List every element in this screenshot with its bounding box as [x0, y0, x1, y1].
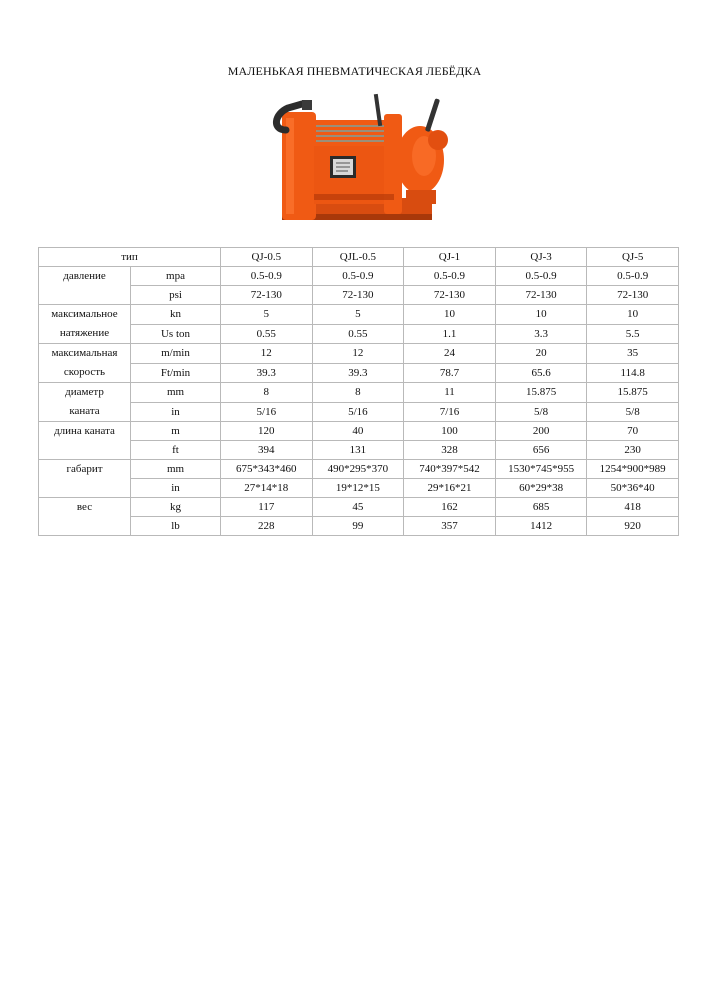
- table-row: [39, 324, 679, 344]
- value-cell: 0.55: [221, 324, 313, 344]
- value-cell: 72-130: [312, 286, 404, 305]
- value-cell: 1530*745*955: [495, 460, 587, 479]
- value-cell: 0.5-0.9: [221, 267, 313, 286]
- parameter-label-line: максимальное: [51, 308, 118, 320]
- value-cell: 120: [221, 422, 313, 441]
- value-cell: 0.5-0.9: [404, 267, 496, 286]
- value-cell: 40: [312, 422, 404, 441]
- value-cell: 8: [221, 383, 313, 403]
- value-cell: 131: [312, 441, 404, 460]
- value-cell: 8: [312, 383, 404, 403]
- value-cell: 357: [404, 517, 496, 536]
- value-cell: 5: [221, 305, 313, 325]
- value-cell: 35: [587, 344, 679, 364]
- parameter-label-cell: [39, 383, 131, 422]
- value-cell: 162: [404, 498, 496, 517]
- value-cell: 15.875: [587, 383, 679, 403]
- value-cell: 5/16: [221, 402, 313, 422]
- value-cell: 5/16: [312, 402, 404, 422]
- value-cell: 656: [495, 441, 587, 460]
- value-cell: 685: [495, 498, 587, 517]
- unit-cell: mm: [131, 383, 221, 403]
- value-cell: 5/8: [495, 402, 587, 422]
- unit-cell: lb: [131, 517, 221, 536]
- value-cell: 29*16*21: [404, 479, 496, 498]
- parameter-label-cell: [39, 267, 131, 305]
- table-row: [39, 441, 679, 460]
- value-cell: 394: [221, 441, 313, 460]
- table-row: [39, 267, 679, 286]
- value-cell: 65.6: [495, 363, 587, 383]
- value-cell: 78.7: [404, 363, 496, 383]
- table-row: [39, 305, 679, 325]
- value-cell: 1412: [495, 517, 587, 536]
- value-cell: 39.3: [312, 363, 404, 383]
- value-cell: 0.5-0.9: [495, 267, 587, 286]
- parameter-label-cell: [39, 305, 131, 344]
- unit-cell: psi: [131, 286, 221, 305]
- header-model-cell: QJL-0.5: [312, 248, 404, 267]
- unit-cell: m/min: [131, 344, 221, 364]
- parameter-label-cell: [39, 498, 131, 536]
- header-model-cell: QJ-3: [495, 248, 587, 267]
- unit-cell: in: [131, 479, 221, 498]
- value-cell: 19*12*15: [312, 479, 404, 498]
- value-cell: 1.1: [404, 324, 496, 344]
- value-cell: 99: [312, 517, 404, 536]
- table-row: [39, 363, 679, 383]
- page-title: МАЛЕНЬКАЯ ПНЕВМАТИЧЕСКАЯ ЛЕБЁДКА: [227, 64, 482, 78]
- unit-cell: kn: [131, 305, 221, 325]
- unit-cell: in: [131, 402, 221, 422]
- parameter-label-line: скорость: [63, 366, 106, 378]
- value-cell: 3.3: [495, 324, 587, 344]
- value-cell: 5.5: [587, 324, 679, 344]
- value-cell: 418: [587, 498, 679, 517]
- value-cell: 10: [404, 305, 496, 325]
- parameter-label-line: максимальная: [51, 347, 118, 359]
- value-cell: 10: [587, 305, 679, 325]
- value-cell: 490*295*370: [312, 460, 404, 479]
- unit-cell: m: [131, 422, 221, 441]
- value-cell: 20: [495, 344, 587, 364]
- value-cell: 0.5-0.9: [587, 267, 679, 286]
- parameter-label-cell: [39, 422, 131, 460]
- value-cell: 5: [312, 305, 404, 325]
- value-cell: 200: [495, 422, 587, 441]
- table-row: [39, 517, 679, 536]
- value-cell: 228: [221, 517, 313, 536]
- value-cell: 72-130: [587, 286, 679, 305]
- value-cell: 675*343*460: [221, 460, 313, 479]
- table-row: [39, 460, 679, 479]
- value-cell: 0.55: [312, 324, 404, 344]
- unit-cell: kg: [131, 498, 221, 517]
- value-cell: 920: [587, 517, 679, 536]
- table-row: [39, 286, 679, 305]
- table-row: [39, 344, 679, 364]
- value-cell: 5/8: [587, 402, 679, 422]
- unit-cell: Us ton: [131, 324, 221, 344]
- value-cell: 328: [404, 441, 496, 460]
- unit-cell: Ft/min: [131, 363, 221, 383]
- table-row: [39, 479, 679, 498]
- value-cell: 60*29*38: [495, 479, 587, 498]
- table-row: [39, 422, 679, 441]
- value-cell: 230: [587, 441, 679, 460]
- winch-photo: [268, 90, 456, 230]
- header-model-cell: QJ-1: [404, 248, 496, 267]
- table-row: [39, 402, 679, 422]
- value-cell: 0.5-0.9: [312, 267, 404, 286]
- value-cell: 27*14*18: [221, 479, 313, 498]
- value-cell: 70: [587, 422, 679, 441]
- parameter-label-line: вес: [76, 501, 93, 513]
- parameter-label-line: габарит: [66, 463, 103, 475]
- parameter-label-line: диаметр: [65, 386, 104, 398]
- header-row: [39, 248, 679, 267]
- value-cell: 10: [495, 305, 587, 325]
- value-cell: 11: [404, 383, 496, 403]
- value-cell: 1254*900*989: [587, 460, 679, 479]
- parameter-label-line: каната: [69, 405, 100, 417]
- table-row: [39, 498, 679, 517]
- value-cell: 12: [312, 344, 404, 364]
- unit-cell: mm: [131, 460, 221, 479]
- value-cell: 72-130: [495, 286, 587, 305]
- value-cell: 39.3: [221, 363, 313, 383]
- value-cell: 72-130: [221, 286, 313, 305]
- unit-cell: ft: [131, 441, 221, 460]
- unit-cell: mpa: [131, 267, 221, 286]
- value-cell: 114.8: [587, 363, 679, 383]
- parameter-label-cell: [39, 460, 131, 498]
- value-cell: 740*397*542: [404, 460, 496, 479]
- header-type-label: тип: [39, 248, 221, 267]
- value-cell: 72-130: [404, 286, 496, 305]
- spec-table: [38, 247, 679, 536]
- value-cell: 50*36*40: [587, 479, 679, 498]
- parameter-label-line: натяжение: [59, 327, 110, 339]
- header-model-cell: QJ-0.5: [221, 248, 313, 267]
- value-cell: 45: [312, 498, 404, 517]
- value-cell: 15.875: [495, 383, 587, 403]
- header-model-cell: QJ-5: [587, 248, 679, 267]
- value-cell: 100: [404, 422, 496, 441]
- value-cell: 7/16: [404, 402, 496, 422]
- table-row: [39, 383, 679, 403]
- parameter-label-line: длина каната: [54, 425, 115, 437]
- value-cell: 12: [221, 344, 313, 364]
- value-cell: 117: [221, 498, 313, 517]
- parameter-label-cell: [39, 344, 131, 383]
- parameter-label-line: давление: [63, 270, 106, 282]
- value-cell: 24: [404, 344, 496, 364]
